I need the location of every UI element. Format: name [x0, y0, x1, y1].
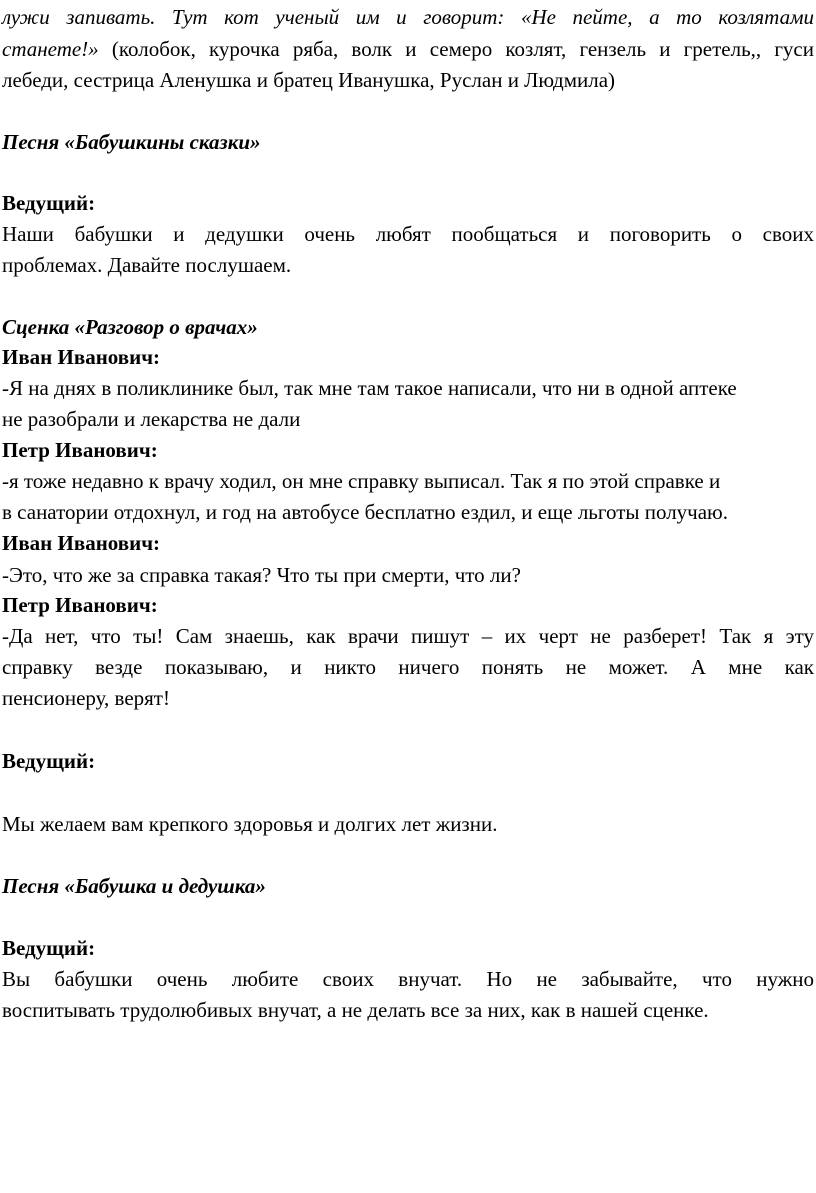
speaker-ivan-1: Иван Иванович: — [2, 345, 161, 369]
host-1-line-2: проблемах. Давайте послушаем. — [2, 253, 292, 277]
petr-2-line-2: справку везде показываю, и никто ничего понять не может. А мне как — [2, 655, 814, 679]
scene-title: Сценка «Разговор о врачах» — [2, 315, 258, 339]
host-speaker-1: Ведущий: — [2, 191, 96, 215]
host-2-line-1: Мы желаем вам крепкого здоровья и долгих лет жизни. — [2, 812, 498, 836]
ivan-1-line-2: не разобрали и лекарства не дали — [2, 407, 301, 431]
petr-1-line-1: -я тоже недавно к врачу ходил, он мне справку выписал. Так я по этой справке и — [2, 469, 721, 493]
petr-2-line-3: пенсионеру, верят! — [2, 686, 170, 710]
intro-line-3: лебеди, сестрица Аленушка и братец Иванушка, Руслан и Людмила) — [2, 68, 616, 92]
song-title-2: Песня «Бабушка и дедушка» — [2, 874, 266, 898]
speaker-ivan-2: Иван Иванович: — [2, 531, 161, 555]
host-speaker-3: Ведущий: — [2, 936, 96, 960]
host-1-line-1: Наши бабушки и дедушки очень любят пообщаться и поговорить о своих — [2, 222, 814, 246]
intro-line-2-quote: станете!» — [2, 37, 99, 61]
host-3-line-1: Вы бабушки очень любите своих внучат. Но не забывайте, что нужно — [2, 967, 814, 991]
intro-line-2 — [2, 34, 814, 65]
song-title-1: Песня «Бабушкины сказки» — [2, 130, 261, 154]
speaker-petr-1: Петр Иванович: — [2, 438, 158, 462]
intro-line-1: лужи запивать. Тут кот ученый им и говорит: «Не пейте, а то козлятами — [2, 5, 814, 29]
petr-2-line-1: -Да нет, что ты! Сам знаешь, как врачи пишут – их черт не разберет! Так я эту — [2, 624, 814, 648]
host-3-line-2: воспитывать трудолюбивых внучат, а не делать все за них, как в нашей сценке. — [2, 998, 709, 1022]
ivan-2-line-1: -Это, что же за справка такая? Что ты при смерти, что ли? — [2, 563, 521, 587]
ivan-1-line-1: -Я на днях в поликлинике был, так мне там такое написали, что ни в одной аптеке — [2, 376, 737, 400]
host-speaker-2: Ведущий: — [2, 749, 96, 773]
speaker-petr-2: Петр Иванович: — [2, 593, 158, 617]
petr-1-line-2: в санатории отдохнул, и год на автобусе бесплатно ездил, и еще льготы получаю. — [2, 500, 728, 524]
intro-line-2-list: (колобок, курочка ряба, волк и семеро козлят, гензель и гретель,, гуси — [98, 37, 814, 61]
